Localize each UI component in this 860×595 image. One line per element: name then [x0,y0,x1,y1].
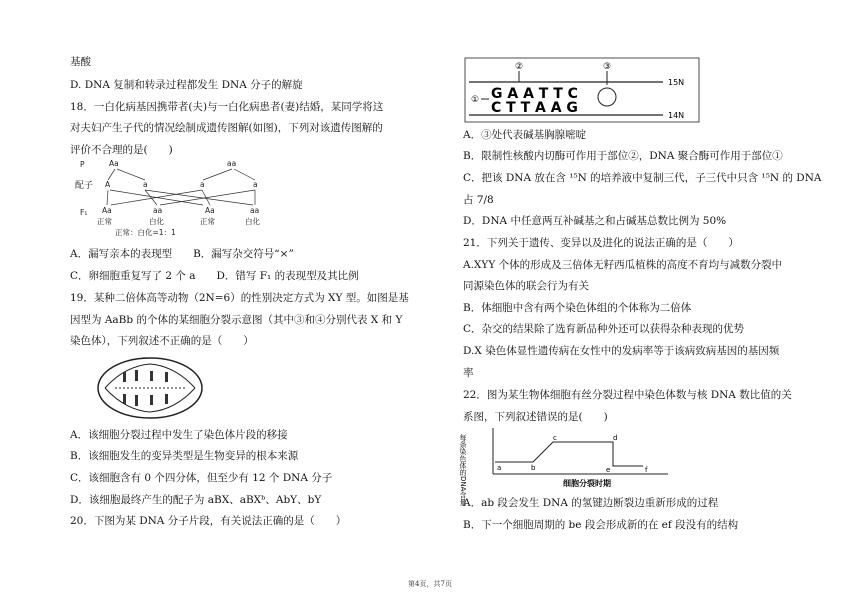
marker-3: ③ [603,62,612,72]
option-18ab: A．漏写亲本的表现型 B．漏写杂交符号“×” [70,248,294,260]
gamete-a: a [143,180,148,189]
cell-division-diagram [95,356,205,421]
text-line: 率 [463,367,474,379]
parent-aa: Aa [109,159,119,168]
label-gamete: 配子 [75,181,94,191]
text-line: 评价不合理的是( ) [70,144,173,156]
option-20b: B．限制性核酸内切酶可作用于部位②，DNA 聚合酶可作用于部位① [463,150,783,162]
option-19b: B．该细胞发生的变异类型是生物变异的根本来源 [70,450,299,462]
question-22: 22．图为某生物体细胞有丝分裂过程中染色体数与核 DNA 数比值的关 [463,389,792,401]
option-20d: D．DNA 中任意两互补碱基之和占碱基总数比例为 50% [463,215,727,227]
point-a: a [497,464,502,472]
option-18cd: C．卵细胞重复写了 2 个 a D．错写 F₁ 的表现型及其比例 [70,270,359,282]
question-19: 19．某种二倍体高等动物（2N=6）的性别决定方式为 XY 型。如图是基 [70,292,409,304]
text-line: 系图，下列叙述错误的是( ) [463,411,608,423]
gamete-a: a [253,180,258,189]
phenotype: 白化 [149,217,164,226]
label-p: P [80,160,85,169]
marker-2: ② [515,62,524,72]
text-line: 同源染色体的联会行为有关 [463,280,589,292]
point-b: b [531,464,536,472]
option-21b: B．体细胞中含有两个染色体组的个体称为二倍体 [463,302,692,314]
option-21d: D.X 染色体显性遗传病在女性中的发病率等于该病致病基因的基因频 [463,345,780,357]
offspring: aa [250,206,260,215]
x-axis-label: 细胞分裂时期 [563,479,611,488]
offspring: Aa [205,206,215,215]
phenotype: 正常 [97,217,112,226]
option-19c: C．该细胞含有 0 个四分体，但至少有 12 个 DNA 分子 [70,472,333,484]
offspring: aa [153,206,163,215]
option-22a: A．ab 段会发生 DNA 的氢键边断裂边重新形成的过程 [463,497,719,509]
label-15n: 15N [668,78,685,87]
label-14n: 14N [668,111,685,120]
option-21a: A.XYY 个体的形成及三倍体无籽西瓜植株的高度不育均与减数分裂中 [463,259,783,271]
option-20c: C．把该 DNA 放在含 ¹⁵N 的培养液中复制三代，子三代中只含 ¹⁵N 的 DNA [463,172,822,184]
option-19a: A．该细胞分裂过程中发生了染色体片段的移接 [70,429,288,441]
marker-1: ① [471,95,480,105]
text-line: 占 7/8 [463,194,494,206]
text-line: 对夫妇产生子代的情况绘制成遗传图解(如图)，下列对该遗传图解的 [70,122,383,134]
option-21c: C．杂交的结果除了选育新品种外还可以获得杂种表现的优势 [463,323,745,335]
page-footer: 第4页，共7页 [408,580,452,588]
text-line: 染色体），下列叙述不正确的是（ ） [70,335,254,347]
point-f: f [645,466,648,474]
question-21: 21．下列关于遗传、变异以及进化的说法正确的是（ ） [463,237,739,249]
text-line: D. DNA 复制和转录过程都发生 DNA 分子的解旋 [70,79,303,91]
parent-aa2: aa [227,159,237,168]
question-18: 18．一白化病基因携带者(夫)与一白化病患者(妻)结婚，某同学将这 [70,101,384,113]
gamete-a: A [105,180,111,189]
question-20: 20．下图为某 DNA 分子片段，有关说法正确的是（ ） [70,515,347,527]
option-22b: B．下一个细胞周期的 be 段会形成新的在 ef 段没有的结构 [463,519,739,531]
genetics-diagram [75,158,275,238]
label-f1: F₁ [80,208,88,217]
text-line: 因型为 AaBb 的个体的某细胞分裂示意图（其中③和④分别代表 X 和 Y [70,314,403,326]
ratio: 正常：白化=1：1 [115,228,176,237]
option-19d: D．该细胞最终产生的配子为 aBX、aBXᵇ、AbY、bY [70,494,322,506]
phenotype: 正常 [200,217,215,226]
dna-bottom-strand: C T T A A G [491,100,578,116]
y-axis-label: 每条染色体的DNA含量 [459,434,467,506]
point-e: e [606,466,611,474]
dna-top-strand: G A A T T C [491,86,578,102]
gamete-a: a [200,180,205,189]
option-20a: A．③处代表碱基胸腺嘧啶 [463,129,587,141]
point-c: c [553,434,557,442]
phenotype: 白化 [245,217,260,226]
text-line: 基酸 [70,56,91,68]
offspring: Aa [102,206,112,215]
dna-fragment-diagram [463,55,703,125]
point-d: d [613,434,618,442]
